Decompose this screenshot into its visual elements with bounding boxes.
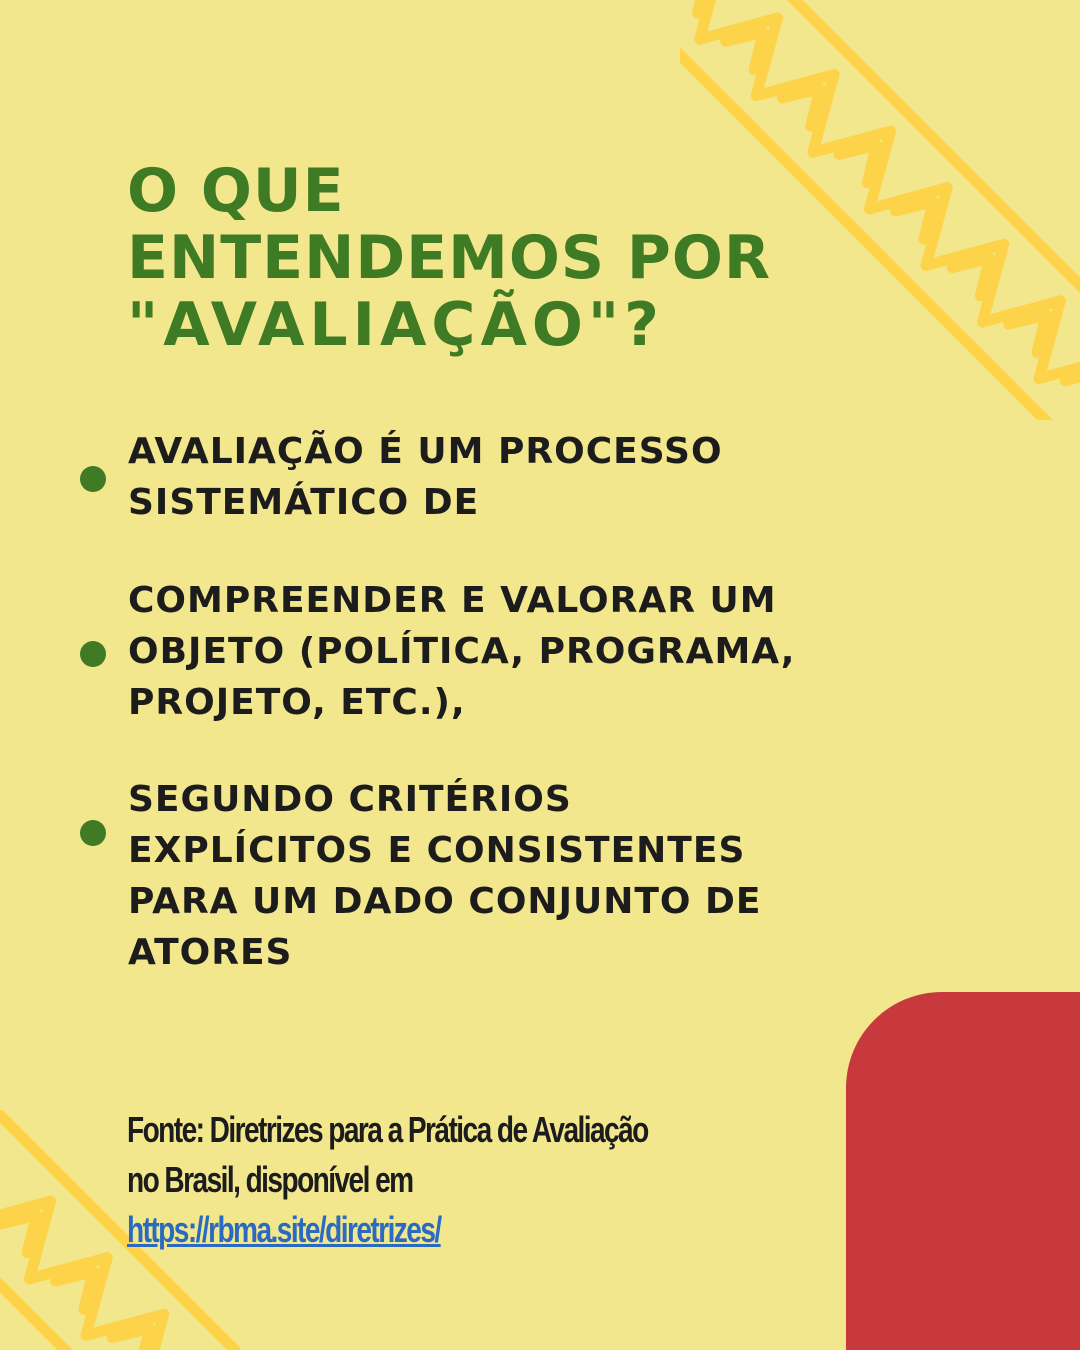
red-accent-block	[846, 992, 1080, 1350]
page-title	[127, 158, 887, 359]
bullet-dot-icon	[80, 466, 106, 492]
bullet-text: COMPREENDER E VALORAR UM OBJETO (POLÍTICA, PROGRAMA, PROJETO, ETC.),	[128, 580, 796, 723]
bullet-text: AVALIAÇÃO É UM PROCESSO SISTEMÁTICO DE	[128, 431, 723, 523]
bullet-text: SEGUNDO CRITÉRIOS EXPLÍCITOS E CONSISTENTES PARA UM DADO CONJUNTO DE ATORES	[128, 779, 762, 973]
bullet-dot-icon	[80, 641, 106, 667]
title-line-3: "AVALIAÇÃO"?	[127, 290, 664, 360]
source-line-2: no Brasil, disponível em	[127, 1159, 413, 1200]
title-line-2: ENTENDEMOS POR	[127, 223, 772, 293]
bullet-dot-icon	[80, 820, 106, 846]
title-line-1: O QUE	[127, 156, 345, 226]
source-citation	[127, 1105, 827, 1255]
source-line-1: Fonte: Diretrizes para a Prática de Avaliação	[127, 1109, 648, 1150]
source-link[interactable]: https://rbma.site/diretrizes/	[127, 1209, 441, 1250]
source-link-line	[127, 1205, 673, 1255]
